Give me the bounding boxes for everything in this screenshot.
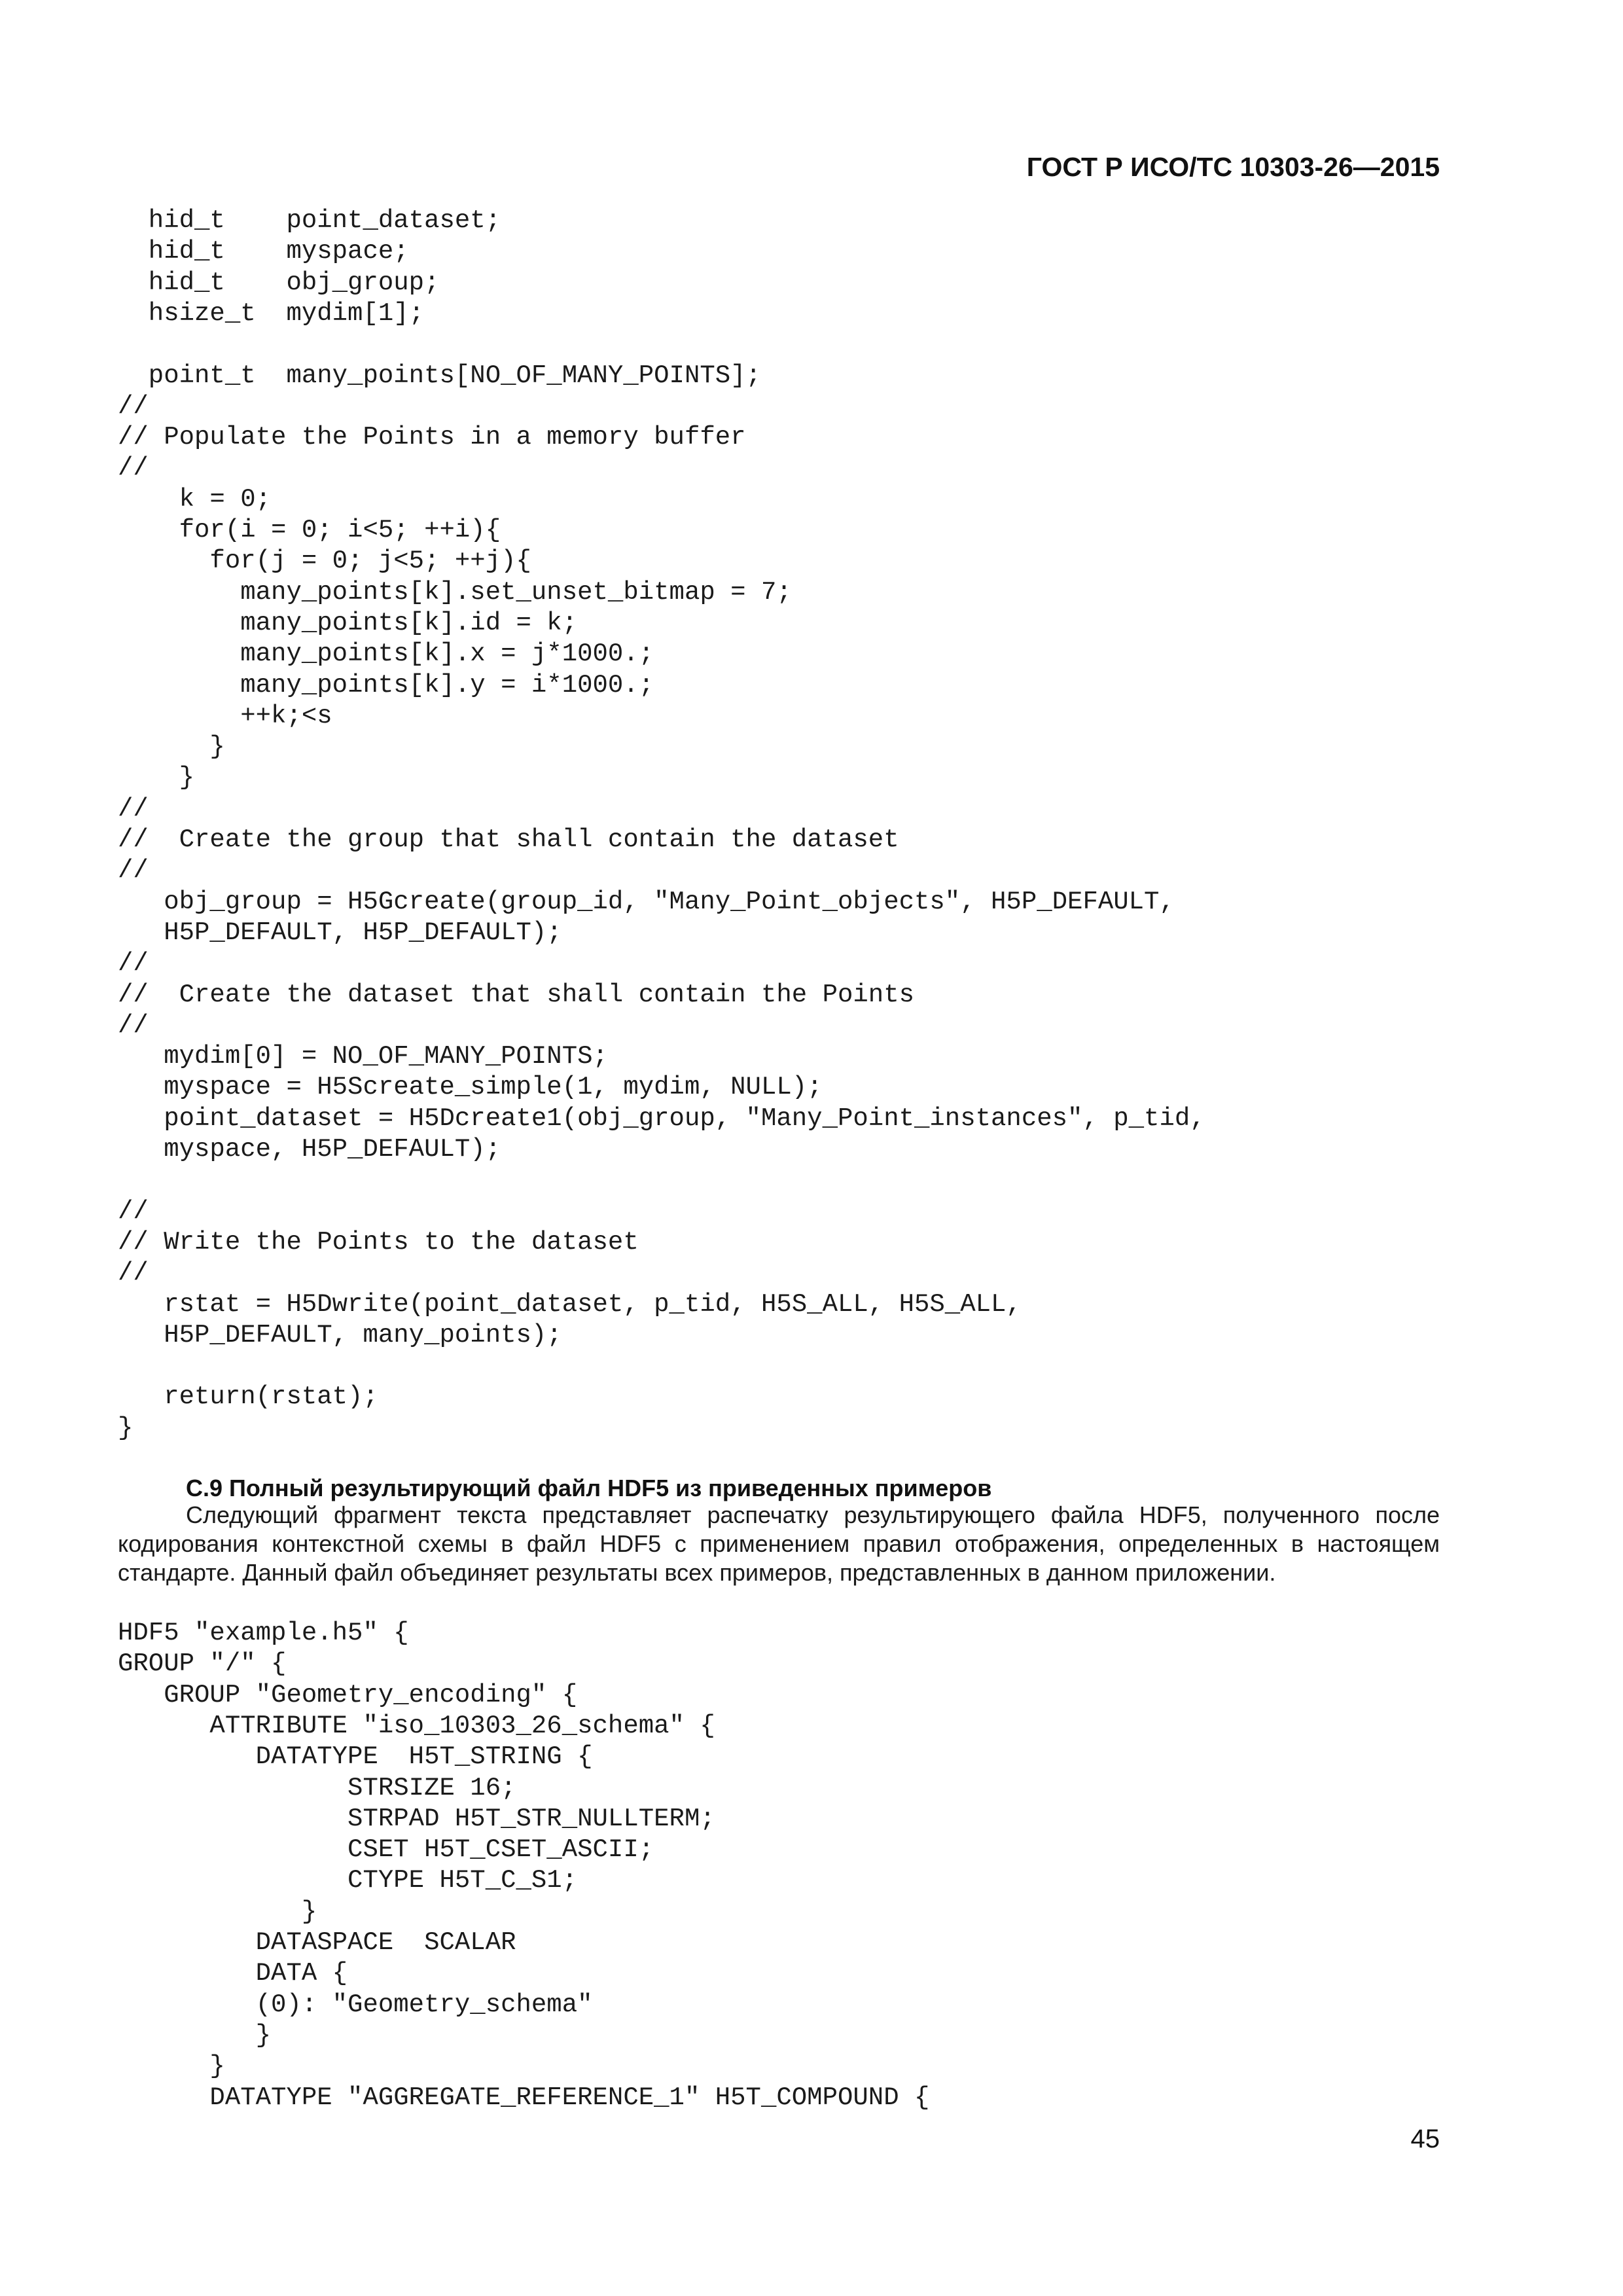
code-line: HDF5 "example.h5" {	[118, 1619, 409, 1647]
code-line: // Create the group that shall contain the dataset	[118, 825, 899, 854]
code-line: for(i = 0; i<5; ++i){	[118, 516, 501, 545]
code-line: STRPAD H5T_STR_NULLTERM;	[118, 1804, 715, 1833]
code-line: many_points[k].y = i*1000.;	[118, 670, 654, 700]
code-line: hid_t myspace;	[118, 237, 409, 266]
code-line: k = 0;	[118, 484, 272, 514]
paragraph-line: стандарте. Данный файл объединяет результаты всех примеров, представленных в данном приложении.	[118, 1559, 1276, 1586]
code-line: H5P_DEFAULT, many_points);	[118, 1320, 562, 1350]
code-line: hsize_t mydim[1];	[118, 298, 425, 328]
code-line: H5P_DEFAULT, H5P_DEFAULT);	[118, 918, 562, 947]
page-number: 45	[1410, 2125, 1440, 2153]
code-line: GROUP "/" {	[118, 1649, 287, 1679]
code-line: point_t many_points[NO_OF_MANY_POINTS];	[118, 361, 761, 390]
paragraph-line: Следующий фрагмент текста представляет распечатку результирующего файла HDF5, полученного после	[186, 1501, 1440, 1528]
code-line: // Write the Points to the dataset	[118, 1227, 639, 1257]
code-line: DATASPACE SCALAR	[118, 1928, 516, 1957]
code-line: STRSIZE 16;	[118, 1773, 516, 1803]
code-line: }	[118, 1413, 134, 1443]
code-line: CSET H5T_CSET_ASCII;	[118, 1835, 654, 1865]
code-line: // Create the dataset that shall contain the Points	[118, 980, 914, 1009]
code-line: for(j = 0; j<5; ++j){	[118, 547, 531, 576]
code-line: (0): "Geometry_schema"	[118, 1990, 593, 2019]
code-line: //	[118, 454, 149, 483]
code-line: DATA {	[118, 1959, 348, 1988]
code-line: ATTRIBUTE "iso_10303_26_schema" {	[118, 1711, 715, 1740]
code-line: }	[118, 2020, 272, 2050]
code-line: //	[118, 949, 149, 978]
code-line: point_dataset = H5Dcreate1(obj_group, "Many_Point_instances", p_tid,	[118, 1103, 1205, 1133]
code-line: mydim[0] = NO_OF_MANY_POINTS;	[118, 1042, 608, 1071]
code-line: }	[118, 2052, 225, 2081]
paragraph-line: кодирования контекстной схемы в файл HDF5 с применением правил отображения, определенных в настоящем	[118, 1530, 1440, 1557]
code-line: GROUP "Geometry_encoding" {	[118, 1680, 578, 1710]
code-line: CTYPE H5T_C_S1;	[118, 1866, 578, 1895]
code-line: hid_t obj_group;	[118, 268, 440, 297]
standard-header: ГОСТ Р ИСО/ТС 10303-26—2015	[1026, 152, 1440, 182]
code-line: rstat = H5Dwrite(point_dataset, p_tid, H5S_ALL, H5S_ALL,	[118, 1289, 1022, 1319]
code-line: //	[118, 1196, 149, 1226]
code-line: DATATYPE "AGGREGATE_REFERENCE_1" H5T_COMPOUND {	[118, 2083, 930, 2112]
code-line: }	[118, 732, 225, 762]
code-line: many_points[k].id = k;	[118, 608, 578, 637]
code-line: obj_group = H5Gcreate(group_id, "Many_Point_objects", H5P_DEFAULT,	[118, 887, 1175, 916]
code-line: many_points[k].x = j*1000.;	[118, 639, 654, 669]
code-line: // Populate the Points in a memory buffer	[118, 423, 746, 452]
code-line: //	[118, 391, 149, 421]
code-line: //	[118, 1011, 149, 1040]
code-line: hid_t point_dataset;	[118, 206, 501, 235]
code-line: DATATYPE H5T_STRING {	[118, 1742, 593, 1772]
code-line: //	[118, 794, 149, 823]
code-line: }	[118, 763, 195, 793]
section-title: С.9 Полный результирующий файл HDF5 из приведенных примеров	[186, 1475, 992, 1501]
code-line: many_points[k].set_unset_bitmap = 7;	[118, 577, 792, 607]
code-line: myspace, H5P_DEFAULT);	[118, 1135, 501, 1164]
code-line: return(rstat);	[118, 1382, 378, 1412]
code-line: //	[118, 856, 149, 886]
code-line: myspace = H5Screate_simple(1, mydim, NULL);	[118, 1073, 823, 1102]
code-line: ++k;<s	[118, 701, 332, 730]
code-line: //	[118, 1259, 149, 1288]
code-line: }	[118, 1897, 317, 1926]
